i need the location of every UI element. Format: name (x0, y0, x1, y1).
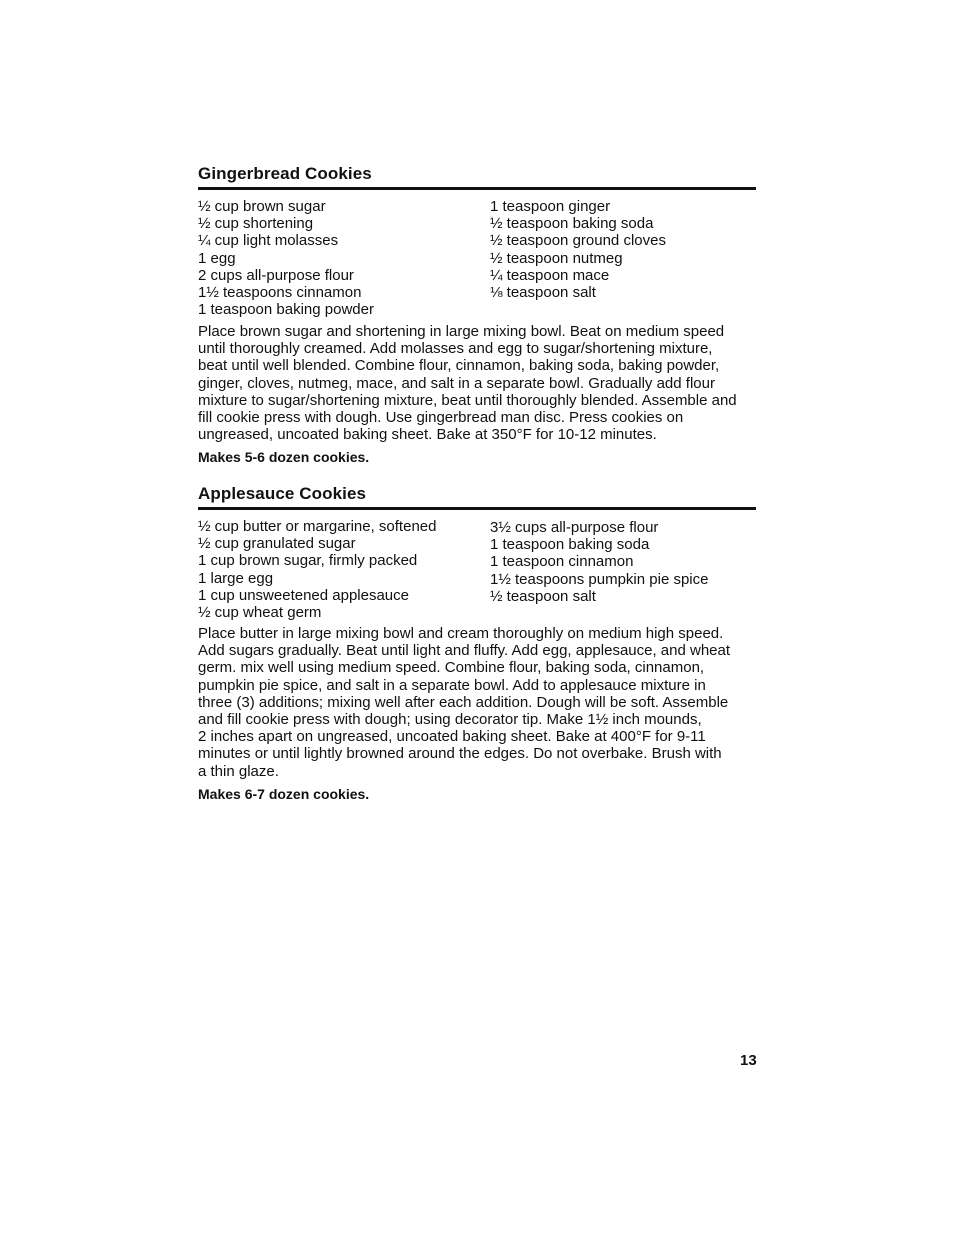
directions-line: minutes or until lightly browned around the edges. Do not overbake. Brush with (198, 745, 722, 763)
directions-line: Place brown sugar and shortening in large mixing bowl. Beat on medium speed (198, 323, 725, 340)
ingredient-item: 1 egg (198, 249, 236, 267)
ingredient-item: 1 cup unsweetened applesauce (198, 586, 409, 604)
directions-line: Add sugars gradually. Beat until light and fluffy. Add egg, applesauce, and wheat (198, 642, 731, 660)
ingredient-item: ⅛ teaspoon salt (490, 284, 596, 302)
directions-line: ginger, cloves, nutmeg, mace, and salt in a separate bowl. Gradually add flour (198, 374, 715, 392)
ingredient-item: 1 teaspoon baking powder (198, 301, 374, 319)
directions-line: fill cookie press with dough. Use gingerbread man disc. Press cookies on (198, 409, 684, 427)
recipe-directions (198, 323, 756, 443)
ingredient-item: 2 cups all-purpose flour (198, 266, 354, 284)
title-divider (198, 187, 756, 190)
recipe-applesauce-cookies (198, 483, 756, 803)
ingredient-item: ½ cup granulated sugar (198, 535, 356, 553)
ingredient-item: ½ cup shortening (198, 215, 314, 233)
ingredient-item: 3½ cups all-purpose flour (490, 519, 659, 536)
ingredient-item: ½ teaspoon nutmeg (490, 249, 623, 267)
recipe-directions (198, 625, 756, 780)
directions-line: ungreased, uncoated baking sheet. Bake at 350°F for 10-12 minutes. (198, 426, 657, 444)
directions-line: Place butter in large mixing bowl and cream thoroughly on medium high speed. (198, 625, 724, 642)
ingredients-column-right (490, 198, 666, 301)
recipe-yield: Makes 5-6 dozen cookies. (198, 449, 370, 466)
recipe-title: Applesauce Cookies (198, 484, 367, 503)
ingredient-item: ½ teaspoon salt (490, 587, 596, 605)
ingredient-item: ½ teaspoon ground cloves (490, 232, 666, 250)
ingredients-column-left (198, 198, 374, 318)
ingredients-column-left (198, 518, 436, 621)
ingredients-list (198, 198, 756, 319)
ingredients-column-right (490, 519, 708, 605)
ingredient-item: ½ cup brown sugar (198, 198, 326, 215)
directions-line: and fill cookie press with dough; using decorator tip. Make 1½ inch mounds, (198, 711, 702, 729)
ingredient-item: 1½ teaspoons cinnamon (198, 284, 362, 302)
ingredient-item: 1 large egg (198, 569, 274, 587)
recipe-gingerbread-cookies (198, 163, 756, 466)
directions-line: beat until well blended. Combine flour, cinnamon, baking soda, baking powder, (198, 357, 720, 375)
ingredient-item: 1½ teaspoons pumpkin pie spice (490, 570, 709, 588)
page-number: 13 (740, 1052, 757, 1069)
directions-line: 2 inches apart on ungreased, uncoated baking sheet. Bake at 400°F for 9-11 (198, 728, 706, 746)
directions-line: three (3) additions; mixing well after each addition. Dough will be soft. Assemble (198, 693, 729, 711)
ingredients-list (198, 518, 756, 622)
ingredient-item: ¼ teaspoon mace (490, 266, 610, 284)
ingredient-item: 1 teaspoon cinnamon (490, 553, 634, 571)
recipe-yield: Makes 6-7 dozen cookies. (198, 785, 370, 802)
ingredient-item: 1 cup brown sugar, firmly packed (198, 552, 418, 570)
ingredient-item: ½ teaspoon baking soda (490, 215, 654, 233)
directions-line: until thoroughly creamed. Add molasses and egg to sugar/shortening mixture, (198, 340, 713, 358)
ingredient-item: ¼ cup light molasses (198, 232, 339, 250)
ingredient-item: 1 teaspoon ginger (490, 198, 611, 215)
title-divider (198, 507, 756, 510)
recipe-title: Gingerbread Cookies (198, 164, 372, 183)
directions-line: a thin glaze. (198, 762, 279, 780)
ingredient-item: ½ cup wheat germ (198, 604, 322, 622)
ingredient-item: ½ cup butter or margarine, softened (198, 518, 437, 535)
directions-line: pumpkin pie spice, and salt in a separate bowl. Add to applesauce mixture in (198, 676, 706, 694)
ingredient-item: 1 teaspoon baking soda (490, 536, 650, 554)
directions-line: mixture to sugar/shortening mixture, beat until thoroughly blended. Assemble and (198, 391, 737, 409)
directions-line: germ. mix well using medium speed. Combine flour, baking soda, cinnamon, (198, 659, 705, 677)
